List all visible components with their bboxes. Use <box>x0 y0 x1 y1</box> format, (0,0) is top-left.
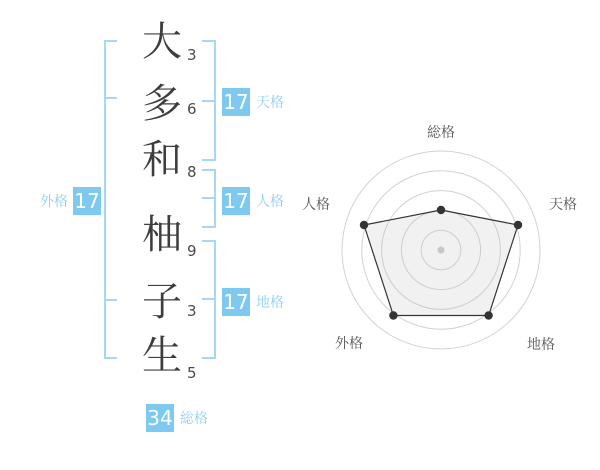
gaikaku-label: 外格 <box>40 194 68 210</box>
soukaku-label: 総格 <box>180 411 208 427</box>
radar-data-point <box>389 311 397 319</box>
bracket-tick <box>202 357 215 359</box>
bracket-tick <box>202 169 215 171</box>
radar-data-polygon <box>364 210 518 316</box>
bracket-tick <box>202 197 215 199</box>
stroke-count: 9 <box>187 242 197 260</box>
stroke-count: 5 <box>187 364 197 382</box>
stroke-count: 3 <box>187 302 197 320</box>
tenkaku-value-badge: 17 <box>223 90 249 114</box>
gaikaku-value-badge: 17 <box>74 189 100 213</box>
radar-axis-label: 地格 <box>527 337 555 353</box>
bracket-tick <box>202 298 215 300</box>
bracket-tick <box>104 299 117 301</box>
bracket-tick <box>202 240 215 242</box>
name-character: 大 <box>142 19 182 65</box>
bracket-gaikaku <box>104 40 106 359</box>
tenkaku-label: 天格 <box>256 95 284 111</box>
radar-axis-label: 人格 <box>302 197 330 213</box>
bracket-tick <box>202 226 215 228</box>
bracket-tick <box>202 100 215 102</box>
soukaku-value-badge: 34 <box>147 406 173 430</box>
name-character: 子 <box>142 279 182 325</box>
bracket-tick <box>202 159 215 161</box>
chikaku-label: 地格 <box>256 295 284 311</box>
name-character: 生 <box>142 333 182 379</box>
bracket-tick <box>104 97 117 99</box>
radar-axis-label: 外格 <box>335 336 363 352</box>
stroke-count: 8 <box>187 163 197 181</box>
radar-axis-label: 天格 <box>549 197 577 213</box>
bracket-tick <box>202 40 215 42</box>
chikaku-value-badge: 17 <box>223 290 249 314</box>
name-character: 和 <box>142 137 182 183</box>
radar-data-point <box>484 311 492 319</box>
bracket-tick <box>104 357 117 359</box>
stroke-count: 6 <box>187 100 197 118</box>
fortune-radar-chart <box>300 100 600 380</box>
jinkaku-value-badge: 17 <box>223 189 249 213</box>
bracket-tick <box>104 40 117 42</box>
jinkaku-label: 人格 <box>256 194 284 210</box>
radar-axis-label: 総格 <box>427 125 455 141</box>
radar-svg <box>300 100 600 380</box>
name-character: 多 <box>142 81 182 127</box>
radar-data-point <box>514 221 522 229</box>
radar-data-point <box>360 221 368 229</box>
name-character: 柚 <box>142 212 182 258</box>
radar-data-point <box>437 206 445 214</box>
stroke-count: 3 <box>187 46 197 64</box>
radar-center-dot <box>438 247 445 254</box>
